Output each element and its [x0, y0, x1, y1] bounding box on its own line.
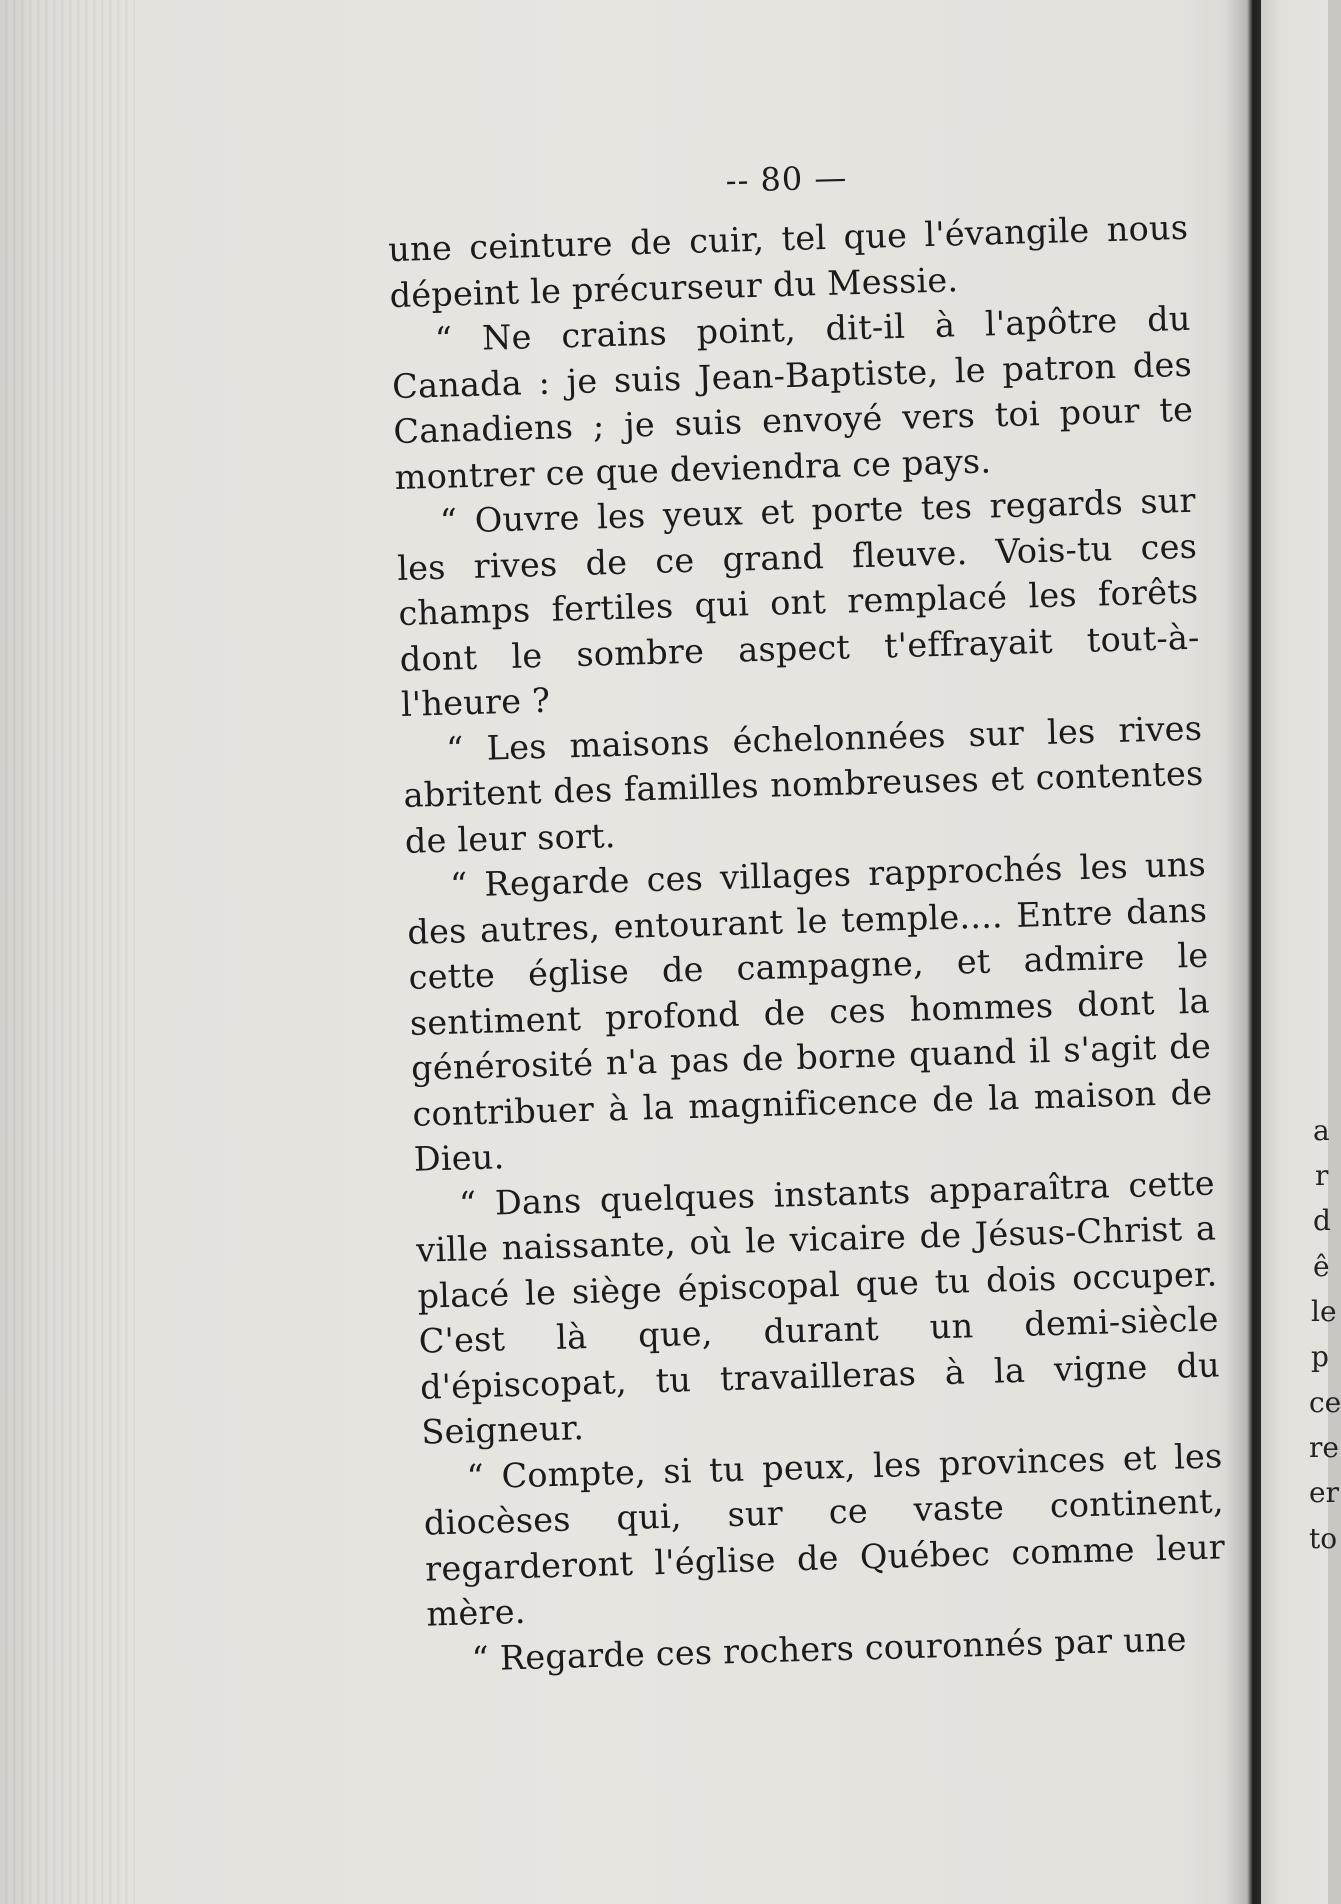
paragraph: “ Ne crains point, dit-il à l'apôtre du Canada : je suis Jean-Baptiste, le patron des Canadiens ; je suis envoyé vers toi pour te montrer ce que deviendra ce pays.	[391, 298, 1194, 497]
paragraph: “ Ouvre les yeux et porte tes regards sur les rives de ce grand fleuve. Vois-tu ces champs fertiles qui ont remplacé les forêts dont le sombre aspect t'effrayait tout-à-l'heure ?	[396, 480, 1201, 724]
next-page-fragment: p	[1311, 1340, 1329, 1373]
next-page-fragment: er	[1309, 1476, 1339, 1509]
paragraph: “ Compte, si tu peux, les provinces et les diocèses qui, sur ce vaste continent, regarderont l'église de Québec comme leur mère.	[423, 1435, 1226, 1634]
paragraph: “ Regarde ces rochers couronnés par une	[471, 1618, 1188, 1678]
paragraph: une ceinture de cuir, tel que l'évangile nous dépeint le précurseur du Messie.	[387, 207, 1189, 315]
next-page-fragment: ê	[1313, 1250, 1330, 1283]
paragraph: “ Dans quelques instants apparaîtra cette ville naissante, où le vicaire de Jésus-Christ a placé le siège épiscopal que tu dois occuper. C'est là que, durant un demi-siècle d'épiscopat, tu travailleras à la vigne du Seigneur.	[415, 1162, 1221, 1452]
next-page-fragment: ce	[1309, 1386, 1341, 1419]
paragraph: “ Les maisons échelonnées sur les rives abritent des familles nombreuses et contentes de leur sort.	[403, 708, 1204, 861]
text-block	[386, 149, 1228, 1683]
next-page-fragment: a	[1313, 1114, 1330, 1147]
paragraph: “ Regarde ces villages rapprochés les uns des autres, entourant le temple.... Entre dans cette église de campagne, et admire le sentiment profond de ces hommes dont la générosité n'a pas de borne quand il s'agit de contribuer à la magnificence de la maison de Dieu.	[406, 844, 1213, 1179]
next-page-fragment: re	[1309, 1431, 1339, 1464]
next-page-fragment: r	[1315, 1159, 1329, 1192]
next-page-edge	[1261, 0, 1341, 1904]
page-number: -- 80 —	[725, 158, 848, 200]
next-page-fragment: le	[1311, 1295, 1337, 1328]
page-edges	[0, 0, 135, 1904]
next-page-fragment: d	[1313, 1204, 1331, 1237]
next-page-fragment: to	[1309, 1522, 1338, 1555]
binding-gutter	[1225, 0, 1261, 1904]
